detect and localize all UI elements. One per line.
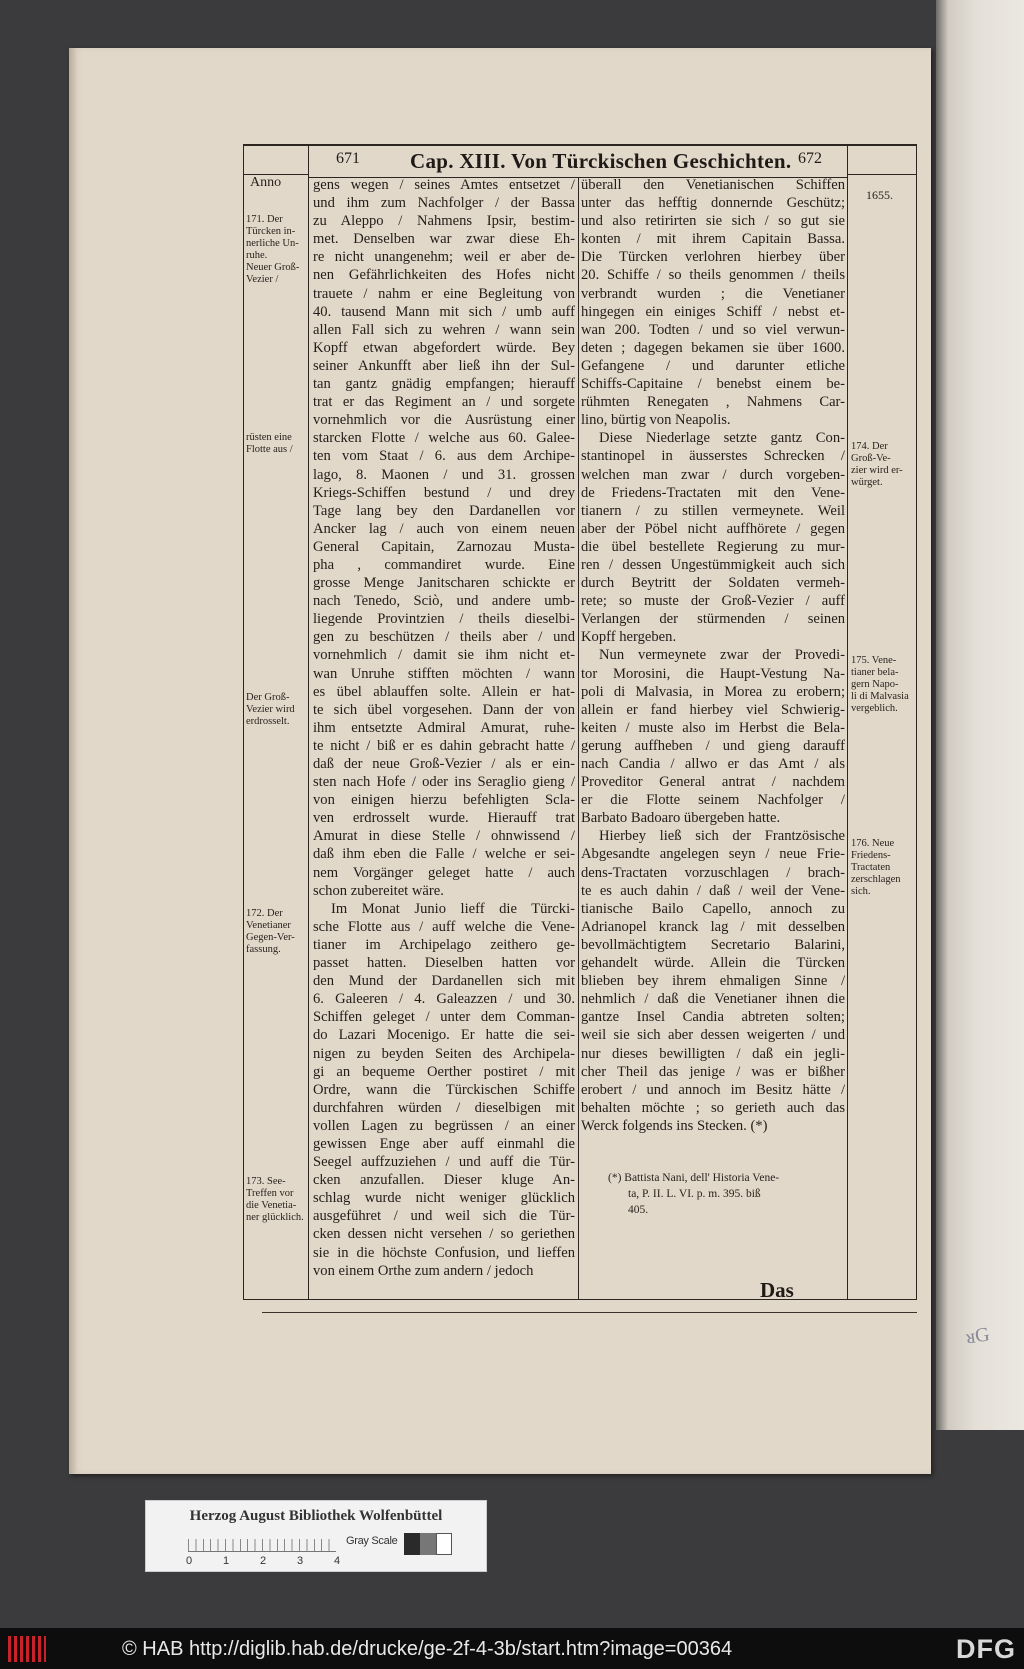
text-line: er die Flotte seinem Nachfolger /	[581, 792, 845, 809]
text-line: Diese Niederlage setzte gantz Con-	[599, 430, 845, 447]
text-line: starcken Flotte / welche aus 60. Galee-	[313, 430, 575, 447]
text-line: te sich übel vorgesehen. Dann der von	[313, 701, 575, 718]
text-line: schlag wurde nicht weniger glücklich	[313, 1190, 575, 1207]
margin-note	[246, 1176, 304, 1224]
text-line: 40. tausend Mann mit sich / umb auff	[313, 303, 575, 320]
text-line: ven erdrosselt wurde. Hierauff trat	[313, 810, 575, 827]
margin-note	[246, 214, 299, 286]
text-line: Schiffen geleget / unter dem Comman-	[313, 1009, 575, 1026]
margin-note-line: Treffen vor	[246, 1188, 294, 1199]
text-line: Amurat in diese Stelle / ohnwissend /	[313, 828, 575, 845]
text-line: nur dieses bewilligten / daß ein jegli-	[581, 1045, 845, 1062]
margin-note-line: 172. Der	[246, 908, 283, 919]
text-line: re nicht unangenehm; weil er aber de-	[313, 249, 575, 266]
text-line: Die Türcken verlohren hierbey über	[581, 249, 845, 266]
text-column-right	[581, 176, 845, 1135]
text-line: nigen zu beyden Seiten des Archipela-	[313, 1045, 575, 1062]
margin-note-line: Vezier /	[246, 274, 279, 285]
footer-bar	[0, 1628, 1024, 1669]
text-line: welchen man zwar / durch vorgeben-	[581, 466, 845, 483]
text-line: allen Fall sich zu wehren / wann sein	[313, 321, 575, 338]
text-line: nehmlich / daß die Venetianer ihnen die	[581, 991, 845, 1008]
gray-swatch-dark	[404, 1533, 420, 1555]
text-line: te es auch dahin / daß / weil der Vene-	[581, 882, 845, 899]
hab-logo-icon	[8, 1636, 46, 1662]
text-line: deten ; dagegen bekamen sie über 1600.	[581, 339, 845, 356]
margin-note-line: Friedens-	[851, 850, 891, 861]
text-line: Kopff etwan abgefordert würde. Bey	[313, 339, 575, 356]
text-line: lago, 8. Maonen / und 31. grossen	[313, 466, 575, 483]
text-line: schon zubereitet wäre.	[313, 882, 444, 899]
text-line: den Mund der Dardanellen sich mit	[313, 973, 575, 990]
margin-note	[851, 655, 909, 715]
text-line: Kriegs-Schiffen bestund / und drey	[313, 484, 575, 501]
text-line: tianern / zu stillen vermeynete. Weil	[581, 502, 845, 519]
text-line: vornehmlich / damit sie ihm nicht et-	[313, 647, 575, 664]
text-line: trat er das Regiment an / und sorgete	[313, 394, 575, 411]
page-number-right: 672	[798, 150, 822, 167]
text-line: nem Vorgänger geleget hatte / auch	[313, 864, 575, 881]
margin-note-line: 171. Der	[246, 214, 283, 225]
text-line: sten nach Hofe / oder ins Seraglio gieng /	[313, 774, 575, 791]
text-line: daß der neue Groß-Vezier / als er ein-	[313, 756, 575, 772]
text-line: cken dessen nicht versehen / so geriethen	[313, 1226, 575, 1243]
text-line: von einigen hierzu befehligten Scla-	[313, 792, 575, 809]
margin-note-line: Flotte aus /	[246, 444, 293, 455]
margin-note-line: rüsten eine	[246, 432, 292, 443]
margin-note	[246, 692, 295, 728]
margin-note	[246, 432, 293, 456]
margin-note-line: nerliche Un-	[246, 238, 299, 249]
text-line: sche Flotte aus / auff welche die Vene-	[313, 918, 575, 935]
library-color-target	[145, 1500, 487, 1572]
text-line: wan Unruhe stifften möchten / wann	[313, 665, 575, 682]
margin-note-line: zier wird er-	[851, 465, 903, 476]
text-line: cken anzufallen. Dieser kluge An-	[313, 1172, 575, 1189]
margin-note-line: ruhe.	[246, 250, 268, 261]
text-line: Ancker lag / auch von einem neuen	[313, 520, 575, 537]
footnote-line: (*) Battista Nani, dell' Historia Vene-	[608, 1172, 780, 1184]
pencil-mark: ᴚG	[964, 1323, 992, 1349]
page-number-left: 671	[336, 150, 360, 167]
margin-note-line: würget.	[851, 477, 883, 488]
text-line: keiten / muste also im Herbst die Bela-	[581, 719, 845, 736]
footnote	[608, 1170, 838, 1218]
footnote-line: ta, P. II. L. VI. p. m. 395. biß	[628, 1188, 761, 1200]
text-line: weil sie sich aber dessen weigerten / und	[581, 1027, 845, 1044]
text-line: es übel ablauffen solte. Allein er hat-	[313, 683, 575, 700]
text-line: Hierbey ließ sich der Frantzösische	[599, 828, 845, 845]
text-line: daß ihm eben die Falle / welche er sei-	[313, 846, 575, 863]
text-line: Tage lang bey den Dardanellen vor	[313, 502, 575, 519]
text-line: pha , commandiret wurde. Eine	[313, 556, 575, 573]
text-line: ren / dessen Ungestümmigkeit auch sich	[581, 556, 845, 573]
text-line: Werck folgends ins Stecken. (*)	[581, 1117, 768, 1134]
text-line: Im Monat Junio lieff die Türcki-	[331, 900, 575, 917]
text-line: Nun vermeynete zwar der Provedi-	[599, 647, 845, 664]
margin-year: 1655.	[866, 188, 893, 202]
margin-note-line: gern Napo-	[851, 679, 899, 690]
text-line: Adrianopel kranck lag / mit desselben	[581, 918, 845, 935]
text-line: nach Tenedo, Sciò, und andere umb-	[313, 593, 575, 610]
scale-ruler	[188, 1539, 336, 1552]
text-line: seiner Ankunfft aber ließ ihn der Sul-	[313, 357, 575, 374]
ruler-number: 2	[260, 1555, 267, 1567]
margin-anno: Anno	[250, 175, 282, 190]
text-line: General Capitain, Zarnozau Musta-	[313, 538, 575, 555]
text-line: de Friedens-Tractaten mit den Vene-	[581, 484, 845, 501]
margin-note-line: vergeblich.	[851, 703, 898, 714]
text-line: hingegen ein einiges Schiff / nebst et-	[581, 303, 845, 320]
text-line: nen Gefährlichkeiten des Hofes nicht	[313, 267, 575, 284]
text-line: die übel bestellete Regierung zu mur-	[581, 538, 845, 555]
text-line: met. Denselben war zwar diese Eh-	[313, 231, 575, 248]
text-line: ten vom Staat / 6. aus dem Archipe-	[313, 448, 575, 465]
page-stack-edge	[69, 48, 77, 1474]
text-line: grosse Menge Janitscharen schickte er	[313, 575, 575, 592]
text-line: gen zu beschützen / theils aber / und	[313, 629, 575, 646]
text-line: nach Candia / allwo er das Amt / als	[581, 756, 845, 772]
text-line: verbrandt wurden ; die Venetianer	[581, 285, 845, 302]
text-line: do Lazari Mocenigo. Er hatte die sei-	[313, 1027, 575, 1044]
margin-note-line: Gegen-Ver-	[246, 932, 295, 943]
margin-note-line: erdrosselt.	[246, 716, 290, 727]
text-line: tor Morosini, die Haupt-Vestung Na-	[581, 665, 845, 682]
text-line: Schiffs-Capitaine / benebst einem be-	[581, 376, 845, 393]
text-line: Barbato Badoaro übergeben hatte.	[581, 810, 781, 827]
text-line: lino, bürtig von Neapolis.	[581, 412, 731, 429]
text-line: überall den Venetianischen Schiffen	[581, 177, 845, 193]
running-title: Cap. XIII. Von Türckischen Geschichten.	[410, 149, 792, 173]
text-line: ihm entsetzte Admiral Amurat, ruhe-	[313, 719, 575, 736]
margin-note-line: 175. Vene-	[851, 655, 897, 666]
margin-divider-right	[847, 146, 848, 1299]
margin-note-line: tianer bela-	[851, 667, 899, 678]
text-line: cher Theil das jenige / was er bißher	[581, 1063, 845, 1080]
margin-note-line: Der Groß-	[246, 692, 290, 703]
ruler-number: 4	[334, 1555, 341, 1567]
ruler-number: 0	[186, 1555, 193, 1567]
text-line: durch Beytritt der Soldaten vermeh-	[581, 575, 845, 592]
text-line: gerung auffheben / und gieng darauff	[581, 737, 845, 754]
margin-note-line: sich.	[851, 886, 871, 897]
text-line: poli di Malvasia, in Morea zu erobern;	[581, 683, 845, 700]
ruler-number: 1	[223, 1555, 230, 1567]
text-line: gi an bequeme Oerther postiret / mit	[313, 1063, 575, 1080]
margin-note-line: 173. See-	[246, 1176, 286, 1187]
margin-note	[246, 908, 295, 956]
text-line: rühmten Renegaten , Nahmens Car-	[581, 394, 845, 411]
facing-page-edge	[936, 0, 1024, 1430]
column-divider	[578, 178, 579, 1299]
catchword: Das	[760, 1278, 794, 1302]
margin-note-line: fassung.	[246, 944, 281, 955]
text-line: stantinopel in äusserstes Schrecken /	[581, 448, 845, 465]
text-line: gantze Insel Candia abtreten solten;	[581, 1009, 845, 1026]
text-line: 20. Schiffe / so theils genommen / theils	[581, 267, 845, 284]
text-line: gehandelt würde. Allein die Türcken	[581, 955, 845, 972]
margin-note-line: Neuer Groß-	[246, 262, 300, 273]
margin-note-line: Groß-Ve-	[851, 453, 891, 464]
text-line: Verlangen der stürmenden / seinen	[581, 611, 845, 628]
margin-note-line: Venetianer	[246, 920, 291, 931]
text-line: gewissen Enge aber auff einmahl die	[313, 1135, 575, 1152]
text-line: liegende Provintzien / theils dieselbi-	[313, 611, 575, 628]
text-line: te nicht / biß er es dahin gebracht hatte /	[313, 737, 575, 754]
source-link[interactable]: © HAB http://diglib.hab.de/drucke/ge-2f-4-3b/start.htm?image=00364	[122, 1638, 733, 1660]
text-column-left	[313, 176, 575, 1280]
text-line: trauete / nahm er eine Begleitung von	[313, 285, 575, 302]
dfg-logo: DFG	[956, 1634, 1016, 1664]
gray-swatch-mid	[420, 1533, 436, 1555]
text-line: dens-Tractaten vorzuschlagen / brach-	[581, 864, 845, 881]
text-line: durchfahren würden / dieselbigen mit	[313, 1099, 575, 1116]
ruler-number: 3	[297, 1555, 304, 1567]
margin-rule-right	[847, 174, 917, 175]
margin-note-line: Tractaten	[851, 862, 891, 873]
text-line: wan 200. Todten / und so viel verwun-	[581, 321, 845, 338]
margin-note-line: 174. Der	[851, 441, 888, 452]
text-line: erobert / und annoch im Besitz hätte /	[581, 1081, 845, 1098]
text-line: tianer im Archipelago zeithero ge-	[313, 936, 575, 953]
text-line: allein er fand hierbey viel Schwierig-	[581, 701, 845, 718]
margin-note-line: Türcken in-	[246, 226, 296, 237]
margin-note	[851, 441, 903, 489]
text-line: unter das hefftig donnernde Geschütz;	[581, 195, 845, 212]
text-line: ausgeführet / und weil sich die Tür-	[313, 1208, 575, 1225]
text-line: blieben bey ihrem ehmaligen Sinne /	[581, 973, 845, 990]
text-line: Abgesandte angelegen seyn / neue Frie-	[581, 846, 845, 863]
text-line: von einem Orthe zum andern / jedoch	[313, 1262, 534, 1279]
text-line: gens wegen / seines Amtes entsetzet /	[313, 177, 575, 193]
text-line: behalten möchte ; so gerieth auch das	[581, 1099, 845, 1116]
text-line: passet hatten. Dieselben hatten vor	[313, 955, 575, 972]
gray-swatch-light	[436, 1533, 452, 1555]
text-line: vollen Lagen zu begrüssen / an einer	[313, 1117, 575, 1134]
margin-note-line: 176. Neue	[851, 838, 895, 849]
text-line: sie in die höchste Confusion, und lieffen	[313, 1244, 575, 1261]
bottom-rule	[262, 1312, 917, 1313]
margin-note-line: li di Malvasia	[851, 691, 909, 702]
margin-note-line: ner glücklich.	[246, 1212, 304, 1223]
library-name: Herzog August Bibliothek Wolfenbüttel	[189, 1508, 443, 1524]
text-line: rete; so muste der Groß-Vezier / auff	[581, 593, 845, 610]
gray-scale-label: Gray Scale	[346, 1535, 398, 1547]
text-line: Ordre, wann die Türckischen Schiffe	[313, 1081, 575, 1098]
text-line: 6. Galeeren / 4. Galeazzen / und 30.	[313, 991, 575, 1008]
text-line: Seegel auffzuziehen / und auff die Tür-	[313, 1154, 575, 1171]
text-line: konten / mit ihrem Capitain Bassa.	[581, 231, 845, 248]
text-line: Proveditor General antrat / nachdem	[581, 774, 845, 791]
margin-note-line: zerschlagen	[851, 874, 901, 885]
margin-note-line: die Venetia-	[246, 1200, 297, 1211]
text-line: Kopff hergeben.	[581, 629, 677, 646]
text-line: tianische Bailo Capello, annoch zu	[581, 900, 845, 917]
text-line: tan gantz gnädig empfangen; hierauff	[313, 376, 575, 393]
footnote-line: 405.	[628, 1204, 649, 1216]
text-line: bevollmächtigtem Secretario Balarini,	[581, 936, 845, 953]
text-line: Gefangene / und darunter etliche	[581, 357, 845, 374]
text-line: und ihm zum Nachfolger / der Bassa	[313, 195, 575, 212]
text-line: vornehmlich vor die Ausrüstung einer	[313, 412, 575, 429]
text-line: aber der Pöbel nicht auffhörete / gegen	[581, 520, 845, 537]
margin-divider-left	[308, 146, 309, 1299]
text-line: zu Aleppo / Nahmens Ipsir, bestim-	[313, 213, 575, 230]
text-line: und also retirirten sie sich / so gut sie	[581, 213, 845, 230]
margin-note	[851, 838, 901, 898]
margin-note-line: Vezier wird	[246, 704, 295, 715]
